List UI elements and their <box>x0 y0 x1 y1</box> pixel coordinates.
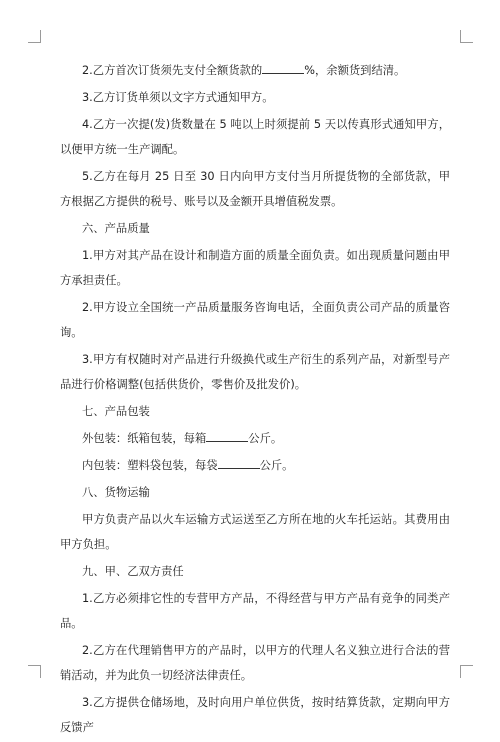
clause-order-notice: 3.乙方订货单须以文字方式通知甲方。 <box>82 91 274 104</box>
clause-monthly-payment: 5.乙方在每月 25 日至 30 日内向甲方支付当月所提货物的全部货款，甲方根据乙方提供的税号、账号以及金额开具增值税发票。 <box>60 170 450 208</box>
document-page <box>60 58 450 742</box>
crop-mark-top-right <box>460 30 473 43</box>
section-heading-packaging: 七、产品包装 <box>82 405 150 418</box>
clause-inner-packaging <box>60 453 450 478</box>
section-heading-transport: 八、货物运输 <box>82 486 150 499</box>
clause-quality-hotline: 2.甲方设立全国统一产品质量服务咨询电话，全面负责公司产品的质量咨询。 <box>60 301 450 339</box>
crop-mark-top-left <box>28 30 41 43</box>
clause-text: 公斤。 <box>248 432 283 445</box>
fill-blank-outer-weight <box>206 427 248 442</box>
clause-text: %，余额货到结清。 <box>304 64 406 77</box>
clause-transport: 甲方负责产品以火车运输方式运送至乙方所在地的火车托运站。其费用由甲方负担。 <box>60 513 450 551</box>
fill-blank-percent <box>262 59 304 74</box>
clause-quality-responsibility: 1.甲方对其产品在设计和制造方面的质量全面负责。如出现质量问题由甲方承担责任。 <box>60 249 450 287</box>
clause-agent-sales: 2.乙方在代理销售甲方的产品时，以甲方的代理人名义独立进行合法的营销活动，并为此负一切经济法律责任。 <box>60 644 450 682</box>
clause-first-payment <box>60 58 450 83</box>
clause-text: 2.乙方首次订货须先支付全额货款的 <box>82 64 263 77</box>
clause-text: 内包装：塑料袋包装，每袋 <box>82 459 218 472</box>
clause-exclusive-dealing: 1.乙方必须排它性的专营甲方产品，不得经营与甲方产品有竞争的同类产品。 <box>60 592 450 630</box>
crop-mark-bottom-right <box>460 665 473 678</box>
clause-outer-packaging <box>60 426 450 451</box>
fill-blank-inner-weight <box>218 454 260 469</box>
clause-warehousing: 3.乙方提供仓储场地，及时向用户单位供货，按时结算货款，定期向甲方反馈产 <box>60 696 450 734</box>
section-heading-responsibilities: 九、甲、乙双方责任 <box>82 565 184 578</box>
clause-bulk-pickup: 4.乙方一次提(发)货数量在 5 吨以上时须提前 5 天以传真形式通知甲方，以便甲方统一生产调配。 <box>60 118 450 156</box>
section-heading-quality: 六、产品质量 <box>82 222 150 235</box>
clause-text: 外包装：纸箱包装，每箱 <box>82 432 207 445</box>
clause-text: 公斤。 <box>259 459 294 472</box>
clause-product-upgrade: 3.甲方有权随时对产品进行升级换代或生产衍生的系列产品，对新型号产品进行价格调整(包括供货价，零售价及批发价)。 <box>60 353 450 391</box>
crop-mark-bottom-left <box>28 665 41 678</box>
